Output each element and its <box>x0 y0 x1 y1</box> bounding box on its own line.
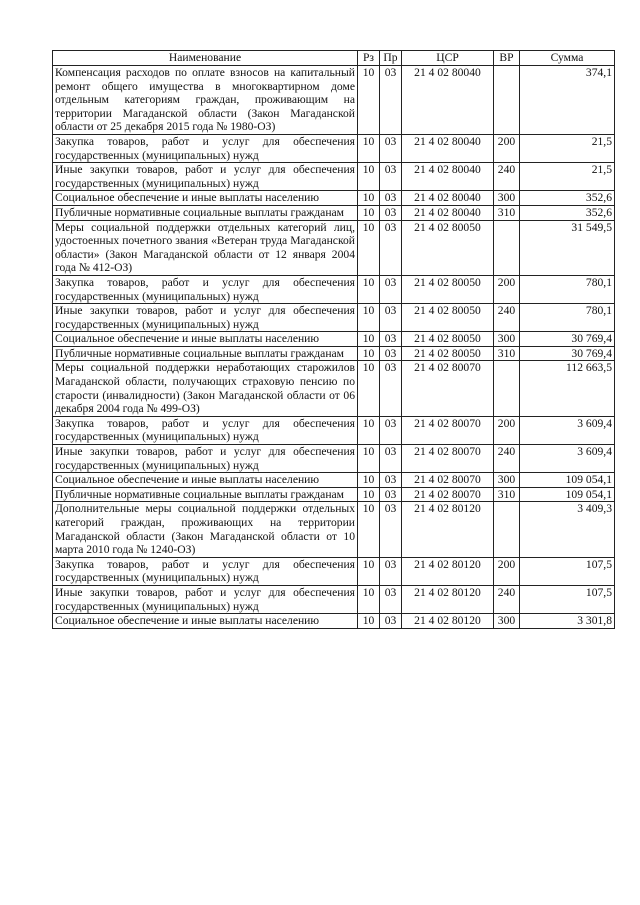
table-row <box>53 66 615 135</box>
table-row <box>53 445 615 473</box>
cell-name: Публичные нормативные социальные выплаты гражданам <box>53 346 358 361</box>
cell-csr: 21 4 02 80070 <box>402 361 494 416</box>
table-row <box>53 191 615 206</box>
cell-pr: 03 <box>380 66 402 135</box>
cell-rz: 10 <box>358 487 380 502</box>
table-row <box>53 332 615 347</box>
cell-csr: 21 4 02 80070 <box>402 416 494 444</box>
cell-name: Меры социальной поддержки отдельных категорий лиц, удостоенных почетного звания «Ветеран труда Магаданской области» (Закон Магаданской области от 12 января 2004 года № 412-ОЗ) <box>53 220 358 275</box>
table-row <box>53 205 615 220</box>
cell-sum: 30 769,4 <box>520 346 615 361</box>
cell-pr: 03 <box>380 220 402 275</box>
table-row <box>53 163 615 191</box>
table-header <box>53 51 615 66</box>
cell-sum: 30 769,4 <box>520 332 615 347</box>
cell-pr: 03 <box>380 163 402 191</box>
cell-sum: 109 054,1 <box>520 473 615 488</box>
cell-csr: 21 4 02 80050 <box>402 275 494 303</box>
cell-pr: 03 <box>380 346 402 361</box>
cell-sum: 374,1 <box>520 66 615 135</box>
cell-vr: 240 <box>494 445 520 473</box>
cell-csr: 21 4 02 80120 <box>402 502 494 557</box>
cell-vr: 310 <box>494 205 520 220</box>
cell-vr: 300 <box>494 332 520 347</box>
cell-csr: 21 4 02 80070 <box>402 473 494 488</box>
cell-csr: 21 4 02 80120 <box>402 614 494 629</box>
cell-vr: 300 <box>494 614 520 629</box>
cell-name: Меры социальной поддержки неработающих старожилов Магаданской области, получающих страховую пенсию по старости (инвалидности) (Закон Магаданской области от 06 декабря 2004 года № 499-ОЗ) <box>53 361 358 416</box>
cell-sum: 112 663,5 <box>520 361 615 416</box>
cell-name: Социальное обеспечение и иные выплаты населению <box>53 332 358 347</box>
cell-vr: 310 <box>494 487 520 502</box>
cell-sum: 352,6 <box>520 191 615 206</box>
cell-sum: 107,5 <box>520 557 615 585</box>
cell-sum: 107,5 <box>520 585 615 613</box>
cell-name: Публичные нормативные социальные выплаты гражданам <box>53 205 358 220</box>
cell-sum: 21,5 <box>520 134 615 162</box>
budget-table <box>52 50 615 629</box>
cell-pr: 03 <box>380 445 402 473</box>
cell-rz: 10 <box>358 332 380 347</box>
cell-pr: 03 <box>380 585 402 613</box>
cell-name: Иные закупки товаров, работ и услуг для обеспечения государственных (муниципальных) нужд <box>53 304 358 332</box>
table-row <box>53 134 615 162</box>
cell-pr: 03 <box>380 304 402 332</box>
cell-csr: 21 4 02 80120 <box>402 585 494 613</box>
cell-vr <box>494 361 520 416</box>
table-row <box>53 487 615 502</box>
cell-name: Иные закупки товаров, работ и услуг для обеспечения государственных (муниципальных) нужд <box>53 445 358 473</box>
table-row <box>53 275 615 303</box>
cell-rz: 10 <box>358 66 380 135</box>
header-csr: ЦСР <box>402 51 494 66</box>
cell-pr: 03 <box>380 557 402 585</box>
cell-name: Компенсация расходов по оплате взносов на капитальный ремонт общего имущества в многоквартирном доме отдельным категориям граждан, проживающим на территории Магаданской области (Закон Магаданской области от 25 декабря 2015 года № 1980-ОЗ) <box>53 66 358 135</box>
cell-name: Социальное обеспечение и иные выплаты населению <box>53 473 358 488</box>
table-row <box>53 416 615 444</box>
cell-csr: 21 4 02 80040 <box>402 163 494 191</box>
cell-vr: 200 <box>494 275 520 303</box>
cell-pr: 03 <box>380 487 402 502</box>
table-row <box>53 346 615 361</box>
cell-pr: 03 <box>380 614 402 629</box>
cell-vr: 200 <box>494 416 520 444</box>
cell-sum: 352,6 <box>520 205 615 220</box>
cell-csr: 21 4 02 80120 <box>402 557 494 585</box>
cell-name: Социальное обеспечение и иные выплаты населению <box>53 191 358 206</box>
cell-name: Иные закупки товаров, работ и услуг для обеспечения государственных (муниципальных) нужд <box>53 585 358 613</box>
cell-pr: 03 <box>380 275 402 303</box>
table-row <box>53 361 615 416</box>
cell-vr: 310 <box>494 346 520 361</box>
cell-pr: 03 <box>380 416 402 444</box>
cell-rz: 10 <box>358 557 380 585</box>
table-row <box>53 502 615 557</box>
cell-rz: 10 <box>358 134 380 162</box>
table-body <box>53 66 615 629</box>
table-row <box>53 220 615 275</box>
cell-rz: 10 <box>358 191 380 206</box>
header-row <box>53 51 615 66</box>
cell-vr: 240 <box>494 585 520 613</box>
header-pr: Пр <box>380 51 402 66</box>
cell-pr: 03 <box>380 134 402 162</box>
cell-sum: 109 054,1 <box>520 487 615 502</box>
cell-sum: 3 409,3 <box>520 502 615 557</box>
header-rz: Рз <box>358 51 380 66</box>
cell-sum: 780,1 <box>520 304 615 332</box>
cell-rz: 10 <box>358 346 380 361</box>
cell-name: Закупка товаров, работ и услуг для обеспечения государственных (муниципальных) нужд <box>53 557 358 585</box>
cell-rz: 10 <box>358 304 380 332</box>
cell-vr: 240 <box>494 163 520 191</box>
cell-sum: 3 609,4 <box>520 445 615 473</box>
table-row <box>53 473 615 488</box>
cell-rz: 10 <box>358 445 380 473</box>
cell-vr <box>494 502 520 557</box>
cell-rz: 10 <box>358 416 380 444</box>
cell-pr: 03 <box>380 332 402 347</box>
cell-pr: 03 <box>380 205 402 220</box>
cell-name: Дополнительные меры социальной поддержки отдельных категорий граждан, проживающих на территории Магаданской области (Закон Магаданской области от 10 марта 2010 года № 1240-ОЗ) <box>53 502 358 557</box>
cell-csr: 21 4 02 80050 <box>402 346 494 361</box>
header-vr: ВР <box>494 51 520 66</box>
cell-name: Закупка товаров, работ и услуг для обеспечения государственных (муниципальных) нужд <box>53 416 358 444</box>
cell-rz: 10 <box>358 361 380 416</box>
cell-rz: 10 <box>358 163 380 191</box>
cell-pr: 03 <box>380 191 402 206</box>
cell-vr: 300 <box>494 473 520 488</box>
cell-csr: 21 4 02 80070 <box>402 487 494 502</box>
cell-rz: 10 <box>358 220 380 275</box>
cell-vr: 300 <box>494 191 520 206</box>
cell-name: Закупка товаров, работ и услуг для обеспечения государственных (муниципальных) нужд <box>53 275 358 303</box>
cell-sum: 21,5 <box>520 163 615 191</box>
cell-csr: 21 4 02 80070 <box>402 445 494 473</box>
cell-rz: 10 <box>358 502 380 557</box>
cell-vr <box>494 220 520 275</box>
cell-name: Социальное обеспечение и иные выплаты населению <box>53 614 358 629</box>
cell-rz: 10 <box>358 585 380 613</box>
table-row <box>53 614 615 629</box>
header-name: Наименование <box>53 51 358 66</box>
cell-rz: 10 <box>358 614 380 629</box>
table-row <box>53 304 615 332</box>
cell-pr: 03 <box>380 473 402 488</box>
cell-csr: 21 4 02 80040 <box>402 66 494 135</box>
cell-vr <box>494 66 520 135</box>
cell-vr: 200 <box>494 134 520 162</box>
cell-csr: 21 4 02 80040 <box>402 134 494 162</box>
cell-pr: 03 <box>380 502 402 557</box>
cell-vr: 200 <box>494 557 520 585</box>
cell-sum: 3 609,4 <box>520 416 615 444</box>
cell-sum: 31 549,5 <box>520 220 615 275</box>
header-sum: Сумма <box>520 51 615 66</box>
table-row <box>53 585 615 613</box>
cell-csr: 21 4 02 80050 <box>402 304 494 332</box>
cell-name: Иные закупки товаров, работ и услуг для обеспечения государственных (муниципальных) нужд <box>53 163 358 191</box>
cell-name: Закупка товаров, работ и услуг для обеспечения государственных (муниципальных) нужд <box>53 134 358 162</box>
cell-vr: 240 <box>494 304 520 332</box>
cell-csr: 21 4 02 80050 <box>402 220 494 275</box>
table-row <box>53 557 615 585</box>
cell-rz: 10 <box>358 473 380 488</box>
cell-name: Публичные нормативные социальные выплаты гражданам <box>53 487 358 502</box>
cell-csr: 21 4 02 80050 <box>402 332 494 347</box>
cell-sum: 780,1 <box>520 275 615 303</box>
cell-rz: 10 <box>358 205 380 220</box>
cell-sum: 3 301,8 <box>520 614 615 629</box>
cell-csr: 21 4 02 80040 <box>402 191 494 206</box>
cell-csr: 21 4 02 80040 <box>402 205 494 220</box>
cell-rz: 10 <box>358 275 380 303</box>
cell-pr: 03 <box>380 361 402 416</box>
